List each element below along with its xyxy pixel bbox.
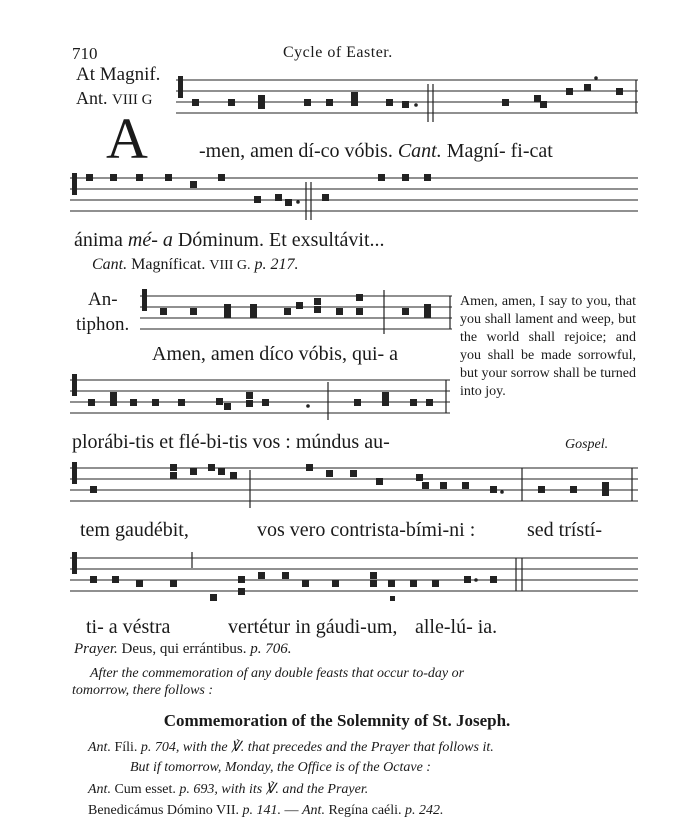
cant-ref-text: Magníficat. (131, 256, 206, 273)
page-number: 710 (72, 44, 98, 63)
ant-text: Regína caéli. (328, 803, 402, 818)
commemoration-line-4 (88, 803, 444, 819)
lyrics-text: ánima (74, 229, 123, 251)
lyrics-line-5a: tem gaudébit, (80, 519, 189, 541)
prayer-reference (74, 641, 291, 658)
lyrics-text: Magní- fi-cat (446, 140, 553, 162)
commemoration-line-2: But if tomorrow, Monday, the Office is of the Octave : (130, 760, 431, 775)
ant-text: Fíli. (114, 740, 138, 755)
office-label: At Magnif. (76, 64, 161, 85)
ant-label: Ant. (302, 803, 325, 818)
lyrics-line-5c: sed trístí- (527, 519, 602, 541)
benedicamus-text: Benedicámus Dómino VII. (88, 803, 239, 818)
prayer-text: Deus, qui errántibus. (121, 641, 247, 657)
gospel-label: Gospel. (565, 437, 609, 452)
lyrics-line-3: Amen, amen díco vóbis, qui- a (152, 343, 399, 365)
lyrics-text: -men, amen dí-co vóbis. (199, 140, 393, 162)
lyrics-text: Dóminum. Et exsultávit... (177, 229, 385, 251)
chant-staff-4 (70, 370, 450, 428)
lyrics-line-6c: alle-lú- ia. (415, 616, 498, 638)
ant-label: Ant. (88, 782, 111, 797)
translation-text: Amen, amen, I say to you, that you shall lament and weep, but the world shall rejoice; and you shall be made sorrowful, but your sorrow shall be turned into joy. (460, 294, 636, 399)
lyrics-line-2 (74, 229, 385, 252)
lyrics-line-6a: ti- a véstra (86, 616, 171, 638)
chant-staff-3 (140, 286, 452, 342)
running-title: Cycle of Easter. (283, 44, 393, 61)
cant-label: Cant. (397, 140, 442, 162)
lyrics-line-5b: vos vero contrista-bími-ni : (257, 519, 476, 541)
antiphon-mode: VIII G (112, 92, 153, 108)
ant-page: p. 704, (140, 740, 180, 755)
chant-staff-2 (70, 168, 638, 224)
chant-staff-5 (70, 458, 638, 514)
rubric-line-1: After the commemoration of any double feasts that occur to-day or (90, 666, 465, 681)
prayer-label: Prayer. (74, 641, 118, 657)
drop-cap: A (106, 106, 148, 171)
lyrics-line-1 (199, 140, 553, 163)
antiphon-prefix: Ant. (76, 88, 108, 108)
commemoration-heading: Commemoration of the Solemnity of St. Joseph. (163, 711, 511, 730)
ant-page: p. 693, (179, 782, 218, 797)
ant-page: p. 242. (405, 803, 444, 818)
benedicamus-page: p. 141. (242, 803, 281, 818)
ant-label: Ant. (88, 740, 111, 755)
chant-staff-6 (70, 548, 638, 610)
lyrics-line-4: plorábi-tis et flé-bi-tis vos : múndus au- (72, 431, 390, 453)
ant-rest: with the ℣. that precedes and the Prayer that follows it. (182, 740, 494, 755)
lyrics-text-italic: mé- a (127, 229, 173, 251)
dash: — (284, 803, 299, 818)
antiphon-label-2: An- (88, 289, 118, 310)
commemoration-line-3 (88, 781, 368, 798)
cant-ref-mode: VIII G. (209, 258, 251, 273)
rubric-line-2: tomorrow, there follows : (72, 683, 214, 698)
commemoration-line-1 (88, 739, 494, 756)
ant-text: Cum esset. (114, 782, 176, 797)
cant-ref-label: Cant. (92, 256, 128, 273)
prayer-page: p. 706. (250, 641, 292, 657)
cant-reference (92, 256, 299, 274)
lyrics-line-6b: vertétur in gáudi-um, (228, 616, 398, 638)
ant-rest: with its ℣. and the Prayer. (221, 782, 369, 797)
chant-staff-1 (176, 70, 638, 130)
antiphon-label-2b: tiphon. (76, 314, 130, 335)
cant-ref-page: p. 217. (254, 256, 299, 273)
